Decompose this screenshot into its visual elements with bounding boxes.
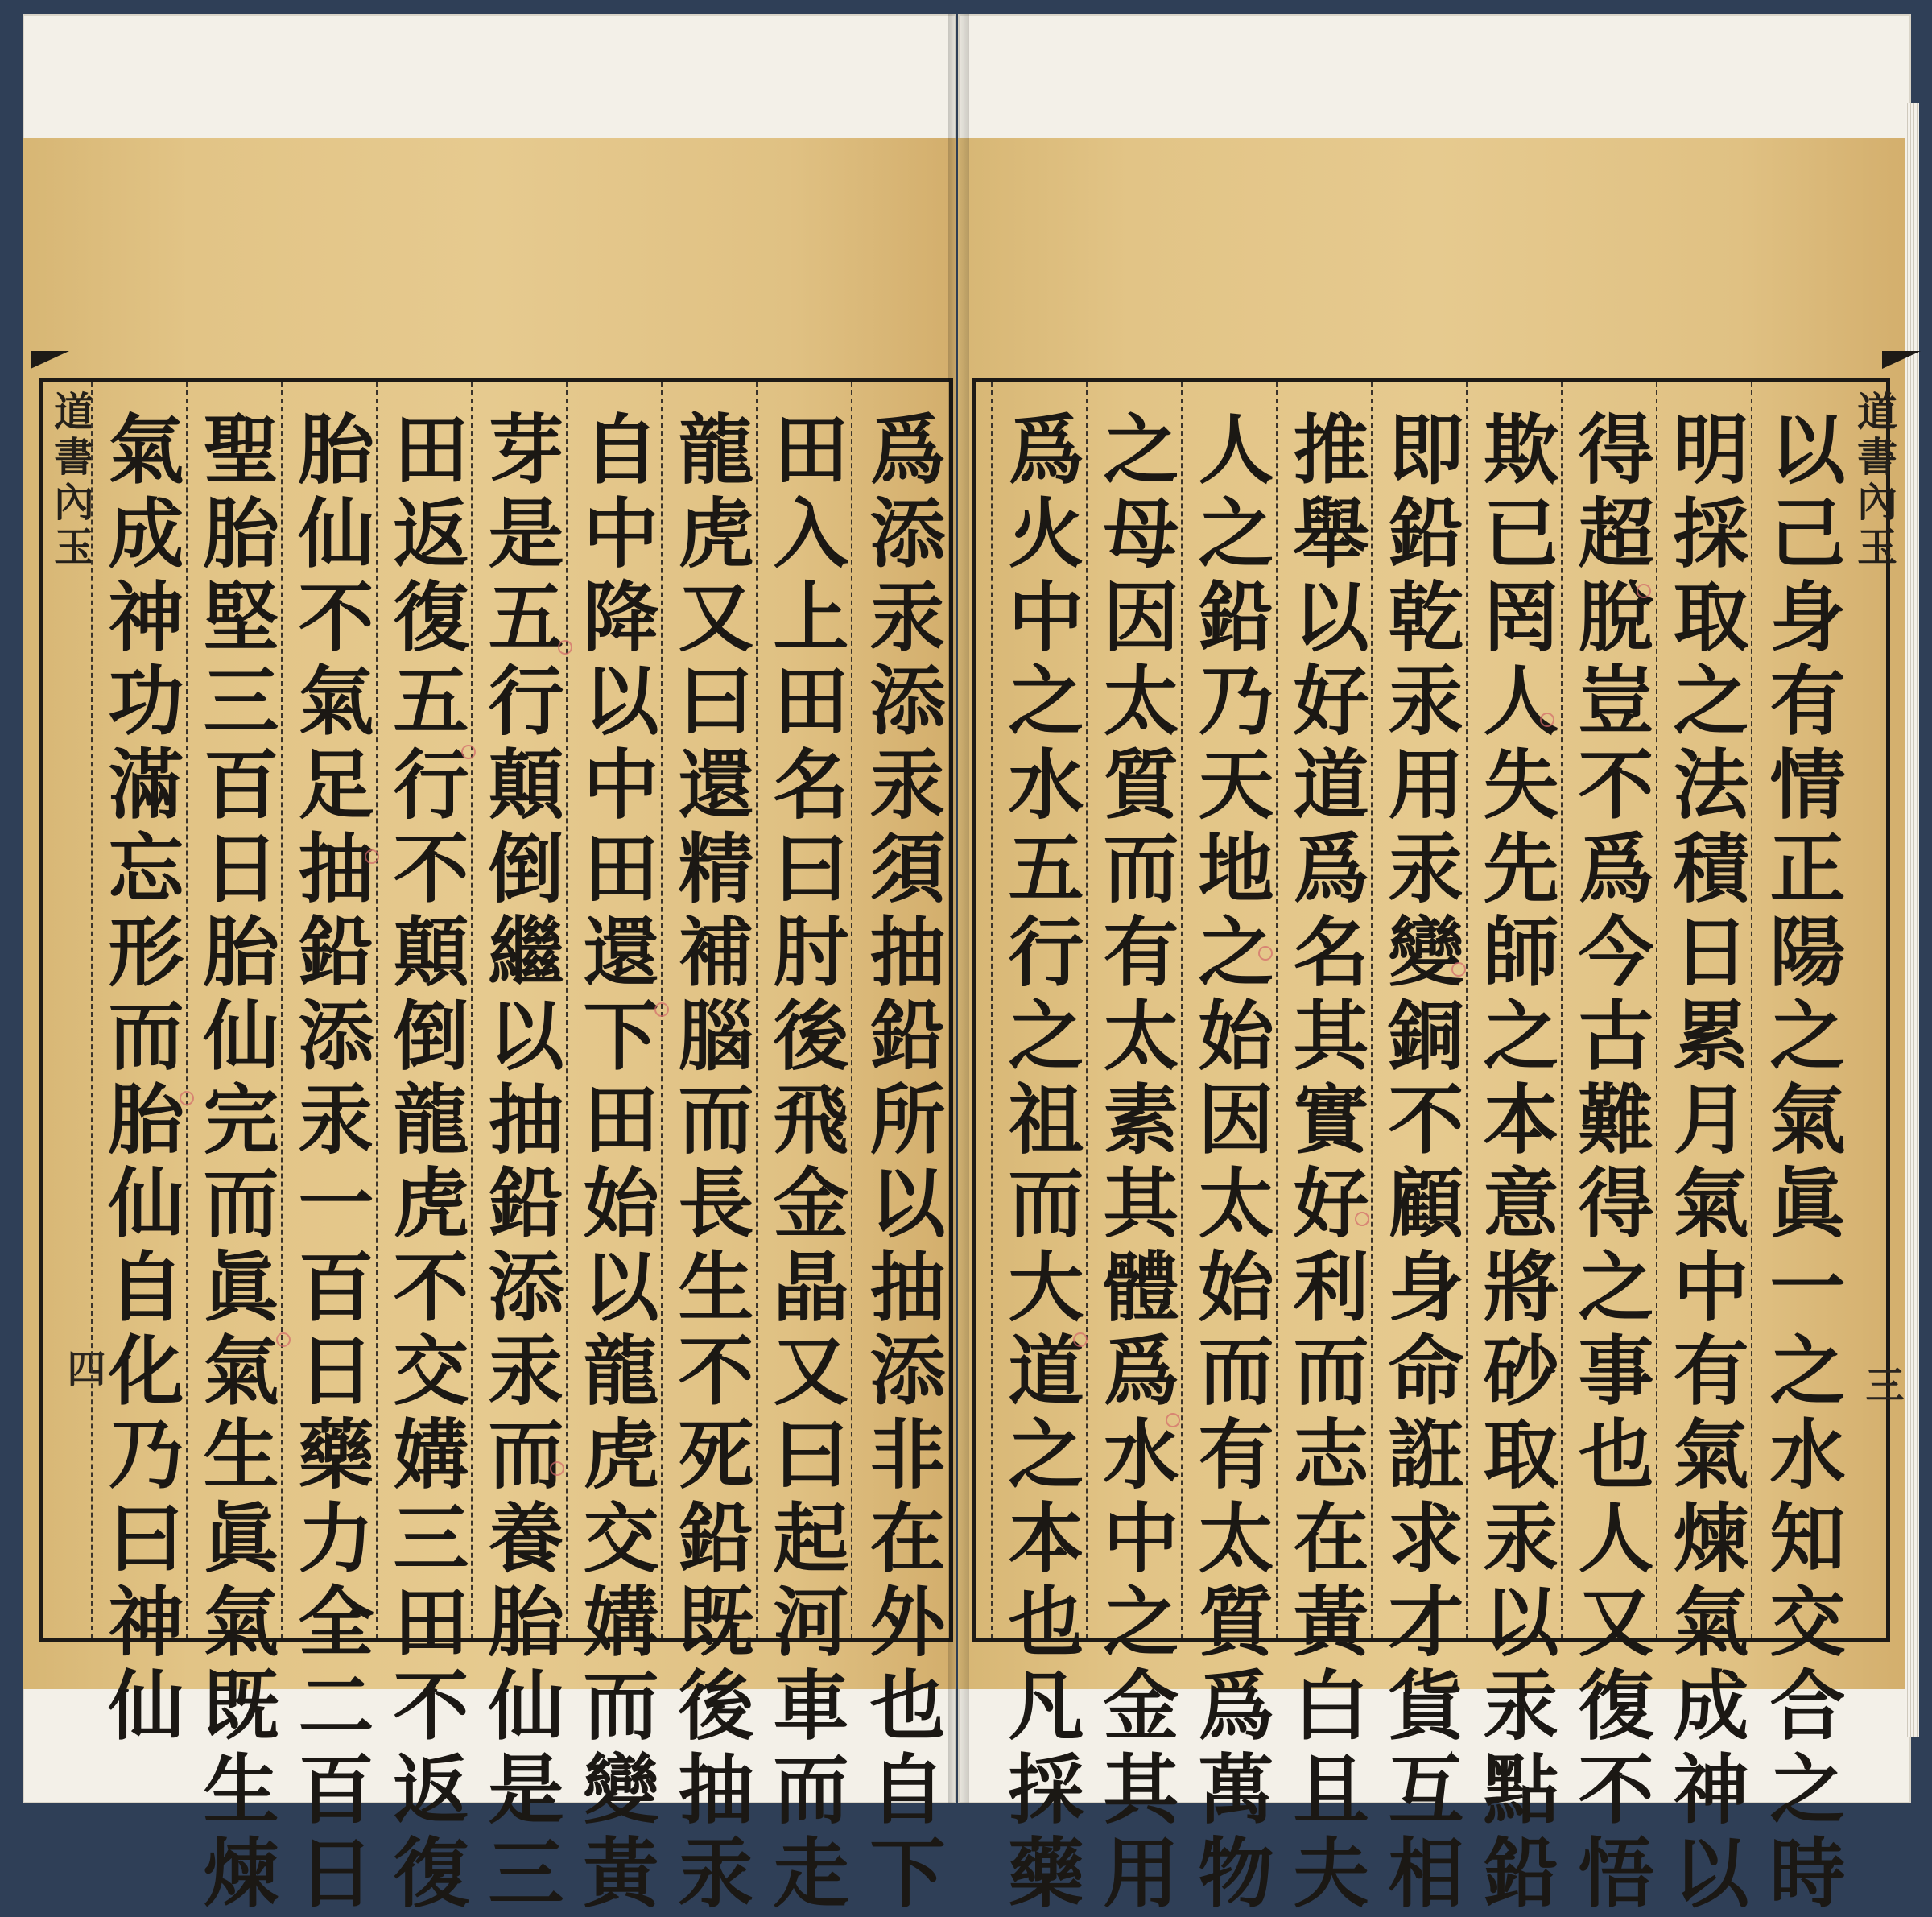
punctuation-circle: [365, 849, 379, 864]
text-column: 自中降以中田還下田始以龍虎交媾而變黃: [570, 410, 658, 1917]
text-column: 爲添汞添汞須抽鉛所以抽添非在外也自下: [857, 410, 945, 1917]
text-column: 以己身有情正陽之氣眞一之水知交合之時: [1757, 410, 1845, 1917]
left-page: [23, 14, 956, 1917]
left-column-7: [281, 382, 376, 1917]
right-column-7: [1181, 382, 1276, 1917]
right-column-3: [1561, 382, 1656, 1917]
left-column-9: [91, 382, 186, 1750]
right-column-1: [1751, 382, 1849, 1917]
left-fishtail-mark: [31, 351, 69, 369]
punctuation-circle: [550, 1461, 564, 1476]
right-column-5: [1371, 382, 1466, 1917]
left-column-6: [376, 382, 471, 1917]
text-column: 氣成神功滿忘形而胎仙自化乃曰神仙: [95, 410, 184, 1750]
right-margin-title: 道書內玉: [1851, 390, 1898, 571]
punctuation-circle: [1355, 1212, 1369, 1226]
right-column-8: [1086, 382, 1181, 1917]
text-column: 田返復五行不顛倒龍虎不交媾三田不返復: [380, 410, 469, 1917]
punctuation-circle: [1540, 713, 1554, 727]
text-column: 芽是五行顛倒繼以抽鉛添汞而養胎仙是三: [475, 410, 564, 1917]
right-folio: 三: [1859, 1365, 1904, 1407]
punctuation-circle: [1637, 584, 1651, 598]
text-column: 田入上田名曰肘後飛金晶又曰起河車而走: [760, 410, 848, 1917]
right-column-6: [1276, 382, 1371, 1917]
left-column-2: [756, 382, 851, 1917]
text-column: 明採取之法積日累月氣中有氣煉氣成神以: [1660, 410, 1748, 1917]
punctuation-circle: [461, 745, 476, 759]
punctuation-circle: [1166, 1413, 1180, 1427]
punctuation-circle: [558, 640, 572, 655]
right-column-9: [991, 382, 1086, 1917]
left-column-3: [661, 382, 756, 1917]
text-column: 欺已罔人失先師之本意將砂取汞以汞點鉛: [1470, 410, 1558, 1917]
text-column: 爲火中之水五行之祖而大道之本也凡採藥: [995, 410, 1084, 1917]
text-column: 人之鉛乃天地之始因太始而有太質爲萬物: [1185, 410, 1274, 1917]
text-column: 聖胎堅三百日胎仙完而眞氣生眞氣既生煉: [190, 410, 279, 1917]
text-column: 推舉以好道爲名其實好利而志在黃白且夫: [1280, 410, 1368, 1917]
page-edges: [1905, 103, 1919, 1737]
left-column-5: [471, 382, 566, 1917]
punctuation-circle: [1258, 946, 1273, 961]
punctuation-circle: [1451, 962, 1466, 977]
right-margin-column: [1852, 382, 1896, 1638]
left-margin-column: [49, 382, 93, 1638]
left-text-frame: [39, 378, 953, 1917]
right-column-2: [1656, 382, 1751, 1917]
right-column-4: [1466, 382, 1561, 1917]
text-column: 即鉛乾汞用汞變銅不顧身命誑求才貨互相: [1375, 410, 1463, 1917]
left-column-8: [186, 382, 281, 1917]
left-column-1: [851, 382, 949, 1917]
text-column: 龍虎又曰還精補腦而長生不死鉛既後抽汞: [665, 410, 753, 1917]
left-column-4: [566, 382, 661, 1917]
punctuation-circle: [276, 1332, 291, 1347]
punctuation-circle: [1073, 1332, 1088, 1347]
punctuation-circle: [180, 1091, 194, 1105]
text-column: 胎仙不氣足抽鉛添汞一百日藥力全二百日: [285, 410, 374, 1917]
book-spread: [23, 14, 1911, 1917]
right-text-frame: [972, 378, 1904, 1917]
text-column: 之母因太質而有太素其體爲水中之金其用: [1090, 410, 1179, 1917]
left-folio: 四: [60, 1349, 105, 1390]
text-column: 得超脫豈不爲今古難得之事也人又復不悟: [1565, 410, 1653, 1917]
punctuation-circle: [654, 1002, 669, 1017]
right-fishtail-mark: [1882, 351, 1921, 369]
left-margin-title: 道書內玉: [47, 390, 95, 571]
